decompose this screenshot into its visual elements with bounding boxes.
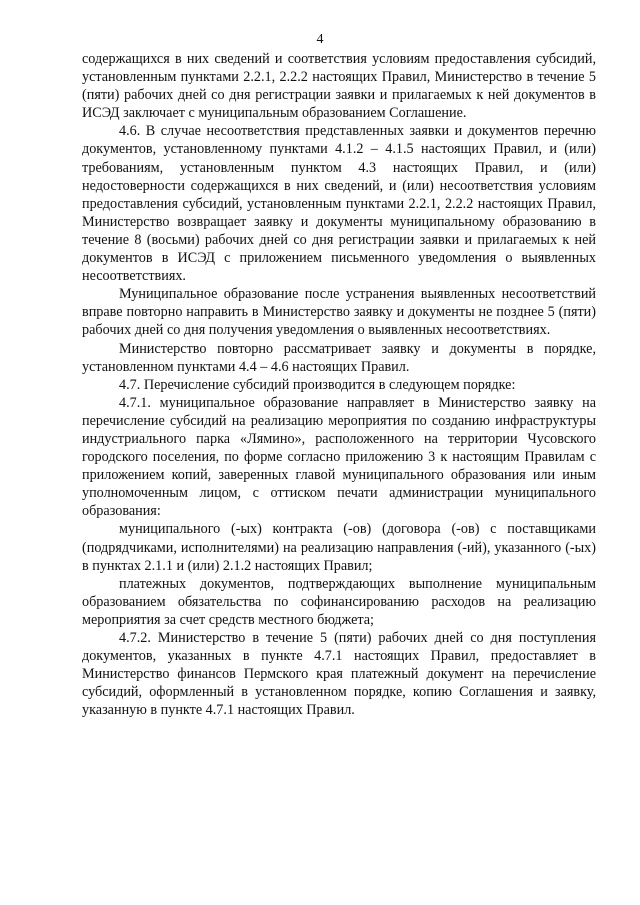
page-number: 4	[316, 32, 324, 47]
document-body	[82, 50, 596, 719]
paragraph-repeat-review: Министерство повторно рассматривает заявку и документы в порядке, установленном пунктами 4.4 – 4.6 настоящих Правил.	[82, 340, 596, 375]
paragraph-4-7: 4.7. Перечисление субсидий производится в следующем порядке:	[119, 376, 516, 393]
paragraph-contracts: муниципального (-ых) контракта (-ов) (договора (-ов) с поставщиками (подрядчиками, исполнителями) на реализацию направления (-ий), указанного (-ых) в пунктах 2.1.1 и (или) 2.1.2 настоящих Правил;	[82, 521, 596, 574]
paragraph-payment-documents: платежных документов, подтверждающих выполнение муниципальным образованием обязательства по софинансированию расходов на реализацию мероприятия за счет средств местного бюджета;	[82, 575, 596, 628]
paragraph-resubmission: Муниципальное образование после устранения выявленных несоответствий вправе повторно направить в Министерство заявку и документы не позднее 5 (пяти) рабочих дней со дня получения уведомления о выявленных несоответствиях.	[82, 286, 596, 339]
paragraph-continuation: содержащихся в них сведений и соответствия условиям предоставления субсидий, установленным пунктами 2.2.1, 2.2.2 настоящих Правил, Министерство в течение 5 (пяти) рабочих дней со дня регистрации заявки и прилагаемых к ней документов в ИСЭД заключает с муниципальным образованием Соглашение.	[82, 51, 596, 122]
paragraph-4-7-1: 4.7.1. муниципальное образование направляет в Министерство заявку на перечисление субсидий на реализацию мероприятия по созданию инфраструктуры индустриального парка «Лямино», расположенного на территории Чусовского городского поселения, по форме согласно приложению 3 к настоящим Правилам с приложением копий, заверенных главой муниципального образования или иным уполномоченным лицом, с оттиском печати администрации муниципального образования:	[82, 394, 596, 520]
paragraph-4-6: 4.6. В случае несоответствия представленных заявки и документов перечню документов, установленному пунктами 4.1.2 – 4.1.5 настоящих Правил, и (или) требованиям, установленным пунктом 4.3 настоящих Правил, и (или) недостоверности содержащихся в них сведений, и (или) несоответствия условиям предоставления субсидий, установленным пунктами 2.2.1, 2.2.2 настоящих Правил, Министерство возвращает заявку и документы муниципальному образованию в течение 8 (восьми) рабочих дней со дня регистрации заявки и прилагаемых к ней документов в ИСЭД с приложением письменного уведомления о выявленных несоответствиях.	[82, 123, 596, 285]
paragraph-4-7-2: 4.7.2. Министерство в течение 5 (пяти) рабочих дней со дня поступления документов, указанных в пункте 4.7.1 настоящих Правил, предоставляет в Министерство финансов Пермского края платежный документ на перечисление субсидий, оформленный в установленном порядке, копию Соглашения и заявку, указанную в пункте 4.7.1 настоящих Правил.	[82, 630, 596, 719]
